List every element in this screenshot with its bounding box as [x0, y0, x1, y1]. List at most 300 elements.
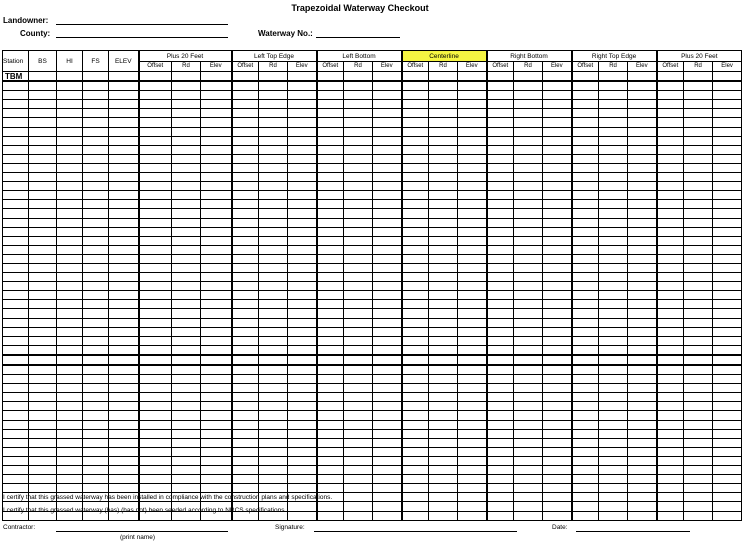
table-cell[interactable] — [139, 273, 172, 282]
table-cell[interactable] — [458, 245, 487, 254]
table-cell[interactable] — [572, 318, 599, 327]
table-cell[interactable] — [543, 118, 572, 127]
table-cell[interactable] — [628, 154, 657, 163]
table-cell[interactable] — [487, 420, 514, 429]
table-cell[interactable] — [684, 466, 713, 475]
table-cell[interactable] — [109, 245, 139, 254]
table-cell[interactable] — [657, 273, 684, 282]
table-cell[interactable] — [344, 91, 373, 100]
table-cell[interactable] — [3, 327, 29, 336]
table-cell[interactable] — [172, 384, 201, 393]
table-cell[interactable] — [599, 282, 628, 291]
table-cell[interactable] — [3, 191, 29, 200]
table-cell[interactable] — [57, 100, 83, 109]
table-cell[interactable] — [514, 254, 543, 263]
table-cell[interactable] — [288, 118, 317, 127]
table-cell[interactable] — [83, 375, 109, 384]
table-cell[interactable] — [599, 136, 628, 145]
table-cell[interactable] — [599, 318, 628, 327]
table-cell[interactable] — [487, 502, 514, 511]
table-cell[interactable] — [172, 273, 201, 282]
table-cell[interactable] — [599, 81, 628, 91]
table-cell[interactable] — [373, 393, 402, 402]
table-cell[interactable] — [657, 173, 684, 182]
table-cell[interactable] — [373, 355, 402, 365]
table-cell[interactable] — [429, 291, 458, 300]
table-cell[interactable] — [487, 345, 514, 355]
table-cell[interactable] — [402, 145, 429, 154]
table-cell[interactable] — [572, 365, 599, 375]
table-cell[interactable] — [29, 163, 57, 172]
table-cell[interactable] — [29, 200, 57, 209]
table-cell[interactable] — [83, 127, 109, 136]
table-cell[interactable] — [458, 127, 487, 136]
table-cell[interactable] — [288, 254, 317, 263]
table-cell[interactable] — [172, 318, 201, 327]
table-cell[interactable] — [3, 466, 29, 475]
table-cell[interactable] — [232, 402, 259, 411]
table-cell[interactable] — [288, 309, 317, 318]
table-cell[interactable] — [543, 227, 572, 236]
table-cell[interactable] — [232, 109, 259, 118]
table-cell[interactable] — [599, 365, 628, 375]
table-cell[interactable] — [201, 411, 232, 420]
table-cell[interactable] — [109, 282, 139, 291]
table-cell[interactable] — [344, 327, 373, 336]
table-cell[interactable] — [57, 127, 83, 136]
table-cell[interactable] — [514, 81, 543, 91]
table-cell[interactable] — [543, 438, 572, 447]
table-cell[interactable] — [514, 109, 543, 118]
table-cell[interactable] — [259, 127, 288, 136]
table-cell[interactable] — [487, 72, 514, 82]
table-cell[interactable] — [139, 136, 172, 145]
table-cell[interactable] — [458, 466, 487, 475]
table-cell[interactable] — [344, 411, 373, 420]
table-cell[interactable] — [628, 291, 657, 300]
table-cell[interactable] — [514, 502, 543, 511]
table-cell[interactable] — [429, 145, 458, 154]
table-cell[interactable] — [344, 136, 373, 145]
table-cell[interactable] — [543, 375, 572, 384]
table-cell[interactable] — [684, 72, 713, 82]
table-cell[interactable] — [288, 318, 317, 327]
table-cell[interactable] — [599, 384, 628, 393]
table-cell[interactable] — [373, 291, 402, 300]
table-cell[interactable] — [83, 218, 109, 227]
table-cell[interactable] — [317, 365, 344, 375]
table-cell[interactable] — [259, 100, 288, 109]
table-cell[interactable] — [172, 200, 201, 209]
table-cell[interactable] — [57, 318, 83, 327]
table-cell[interactable] — [684, 511, 713, 520]
table-cell[interactable] — [514, 191, 543, 200]
table-cell[interactable] — [572, 236, 599, 245]
table-cell[interactable] — [172, 336, 201, 345]
table-cell[interactable] — [487, 109, 514, 118]
table-cell[interactable] — [684, 127, 713, 136]
table-cell[interactable] — [259, 466, 288, 475]
table-cell[interactable] — [599, 191, 628, 200]
table-cell[interactable] — [429, 511, 458, 520]
table-cell[interactable] — [514, 118, 543, 127]
table-cell[interactable] — [713, 236, 742, 245]
table-cell[interactable] — [83, 91, 109, 100]
table-cell[interactable] — [599, 484, 628, 493]
table-cell[interactable] — [458, 209, 487, 218]
table-cell[interactable] — [57, 345, 83, 355]
table-cell[interactable] — [259, 109, 288, 118]
table-cell[interactable] — [259, 393, 288, 402]
table-cell[interactable] — [232, 318, 259, 327]
table-cell[interactable] — [514, 300, 543, 309]
table-cell[interactable] — [514, 402, 543, 411]
table-cell[interactable] — [172, 402, 201, 411]
table-cell[interactable] — [487, 245, 514, 254]
table-cell[interactable] — [402, 291, 429, 300]
table-cell[interactable] — [429, 136, 458, 145]
table-cell[interactable] — [429, 91, 458, 100]
table-cell[interactable] — [3, 273, 29, 282]
table-cell[interactable] — [713, 118, 742, 127]
table-cell[interactable] — [657, 393, 684, 402]
table-cell[interactable] — [109, 291, 139, 300]
table-cell[interactable] — [344, 502, 373, 511]
table-cell[interactable] — [317, 254, 344, 263]
table-cell[interactable] — [713, 300, 742, 309]
table-cell[interactable] — [402, 227, 429, 236]
table-cell[interactable] — [599, 493, 628, 502]
table-cell[interactable] — [713, 100, 742, 109]
table-cell[interactable] — [317, 393, 344, 402]
table-cell[interactable] — [83, 109, 109, 118]
table-cell[interactable] — [201, 118, 232, 127]
table-cell[interactable] — [713, 484, 742, 493]
table-cell[interactable] — [514, 345, 543, 355]
table-cell[interactable] — [713, 145, 742, 154]
table-cell[interactable] — [201, 163, 232, 172]
table-cell[interactable] — [139, 402, 172, 411]
table-cell[interactable] — [373, 200, 402, 209]
table-cell[interactable] — [29, 145, 57, 154]
table-cell[interactable] — [139, 411, 172, 420]
table-cell[interactable] — [684, 254, 713, 263]
table-cell[interactable] — [201, 273, 232, 282]
table-cell[interactable] — [657, 475, 684, 484]
table-cell[interactable] — [373, 384, 402, 393]
table-cell[interactable] — [599, 291, 628, 300]
table-cell[interactable] — [83, 163, 109, 172]
table-cell[interactable] — [232, 365, 259, 375]
table-cell[interactable] — [628, 475, 657, 484]
table-cell[interactable] — [3, 402, 29, 411]
table-cell[interactable] — [232, 484, 259, 493]
table-cell[interactable] — [713, 109, 742, 118]
table-cell[interactable] — [29, 173, 57, 182]
table-cell[interactable] — [429, 173, 458, 182]
table-cell[interactable] — [172, 309, 201, 318]
table-cell[interactable] — [109, 345, 139, 355]
table-cell[interactable] — [628, 402, 657, 411]
table-cell[interactable] — [599, 393, 628, 402]
table-cell[interactable] — [139, 309, 172, 318]
table-cell[interactable] — [713, 475, 742, 484]
table-cell[interactable] — [657, 365, 684, 375]
table-cell[interactable] — [572, 254, 599, 263]
table-cell[interactable] — [29, 291, 57, 300]
table-cell[interactable] — [3, 475, 29, 484]
table-cell[interactable] — [232, 300, 259, 309]
table-cell[interactable] — [83, 466, 109, 475]
table-cell[interactable] — [109, 438, 139, 447]
table-cell[interactable] — [83, 393, 109, 402]
table-cell[interactable] — [373, 127, 402, 136]
table-cell[interactable] — [599, 263, 628, 272]
table-cell[interactable] — [259, 245, 288, 254]
table-cell[interactable] — [317, 300, 344, 309]
table-cell[interactable] — [29, 309, 57, 318]
table-cell[interactable] — [3, 336, 29, 345]
table-cell[interactable] — [259, 300, 288, 309]
table-cell[interactable] — [373, 466, 402, 475]
table-cell[interactable] — [57, 173, 83, 182]
table-cell[interactable] — [402, 191, 429, 200]
table-cell[interactable] — [684, 384, 713, 393]
table-cell[interactable] — [139, 209, 172, 218]
signature-field[interactable] — [314, 531, 517, 532]
table-cell[interactable] — [543, 291, 572, 300]
table-cell[interactable] — [373, 429, 402, 438]
table-cell[interactable] — [684, 502, 713, 511]
table-cell[interactable] — [713, 511, 742, 520]
table-cell[interactable] — [514, 511, 543, 520]
table-cell[interactable] — [713, 72, 742, 82]
table-cell[interactable] — [628, 236, 657, 245]
table-cell[interactable] — [83, 484, 109, 493]
table-cell[interactable] — [429, 273, 458, 282]
table-cell[interactable] — [109, 236, 139, 245]
table-cell[interactable] — [657, 327, 684, 336]
table-cell[interactable] — [628, 393, 657, 402]
table-cell[interactable] — [543, 456, 572, 465]
table-cell[interactable] — [259, 273, 288, 282]
table-cell[interactable] — [599, 300, 628, 309]
table-cell[interactable] — [458, 365, 487, 375]
table-cell[interactable] — [572, 429, 599, 438]
table-cell[interactable] — [172, 72, 201, 82]
table-cell[interactable] — [288, 227, 317, 236]
table-cell[interactable] — [83, 100, 109, 109]
table-cell[interactable] — [713, 291, 742, 300]
table-cell[interactable] — [201, 109, 232, 118]
table-cell[interactable] — [172, 227, 201, 236]
table-cell[interactable] — [373, 484, 402, 493]
table-cell[interactable] — [139, 218, 172, 227]
table-cell[interactable] — [201, 327, 232, 336]
table-cell[interactable] — [514, 182, 543, 191]
table-cell[interactable] — [201, 393, 232, 402]
table-cell[interactable] — [232, 154, 259, 163]
table-cell[interactable] — [201, 318, 232, 327]
table-cell[interactable] — [599, 475, 628, 484]
table-cell[interactable] — [487, 218, 514, 227]
table-cell[interactable] — [684, 336, 713, 345]
table-cell[interactable] — [259, 411, 288, 420]
table-cell[interactable] — [29, 475, 57, 484]
table-cell[interactable] — [172, 291, 201, 300]
table-cell[interactable] — [402, 282, 429, 291]
table-cell[interactable] — [57, 429, 83, 438]
table-cell[interactable] — [458, 511, 487, 520]
table-cell[interactable] — [172, 254, 201, 263]
table-cell[interactable] — [628, 484, 657, 493]
table-cell[interactable] — [3, 245, 29, 254]
table-cell[interactable] — [139, 336, 172, 345]
table-cell[interactable] — [288, 420, 317, 429]
table-cell[interactable] — [599, 227, 628, 236]
table-cell[interactable] — [232, 218, 259, 227]
table-cell[interactable] — [628, 355, 657, 365]
table-cell[interactable] — [29, 245, 57, 254]
table-cell[interactable] — [684, 209, 713, 218]
table-cell[interactable] — [429, 154, 458, 163]
table-cell[interactable] — [628, 282, 657, 291]
table-cell[interactable] — [83, 411, 109, 420]
table-cell[interactable] — [139, 456, 172, 465]
table-cell[interactable] — [684, 245, 713, 254]
table-cell[interactable] — [232, 100, 259, 109]
table-cell[interactable] — [259, 182, 288, 191]
table-cell[interactable] — [628, 327, 657, 336]
table-cell[interactable] — [628, 81, 657, 91]
table-cell[interactable] — [684, 420, 713, 429]
table-cell[interactable] — [543, 402, 572, 411]
table-cell[interactable] — [259, 154, 288, 163]
table-cell[interactable] — [572, 245, 599, 254]
table-cell[interactable] — [487, 375, 514, 384]
table-cell[interactable] — [201, 254, 232, 263]
table-cell[interactable] — [514, 493, 543, 502]
table-cell[interactable] — [458, 384, 487, 393]
table-cell[interactable] — [458, 336, 487, 345]
table-cell[interactable] — [29, 420, 57, 429]
table-cell[interactable] — [317, 91, 344, 100]
table-cell[interactable] — [402, 484, 429, 493]
table-cell[interactable] — [458, 118, 487, 127]
table-cell[interactable] — [628, 118, 657, 127]
table-cell[interactable] — [139, 393, 172, 402]
table-cell[interactable] — [373, 375, 402, 384]
table-cell[interactable] — [487, 384, 514, 393]
table-cell[interactable] — [373, 91, 402, 100]
table-cell[interactable] — [317, 136, 344, 145]
table-cell[interactable] — [657, 209, 684, 218]
table-cell[interactable] — [657, 466, 684, 475]
table-cell[interactable] — [373, 218, 402, 227]
table-cell[interactable] — [201, 456, 232, 465]
table-cell[interactable] — [232, 91, 259, 100]
table-cell[interactable] — [657, 456, 684, 465]
table-cell[interactable] — [57, 475, 83, 484]
table-cell[interactable] — [684, 173, 713, 182]
table-cell[interactable] — [543, 136, 572, 145]
table-cell[interactable] — [543, 154, 572, 163]
table-cell[interactable] — [344, 245, 373, 254]
table-cell[interactable] — [572, 466, 599, 475]
table-cell[interactable] — [599, 429, 628, 438]
table-cell[interactable] — [109, 393, 139, 402]
table-cell[interactable] — [572, 438, 599, 447]
table-cell[interactable] — [201, 375, 232, 384]
table-cell[interactable] — [317, 355, 344, 365]
table-cell[interactable] — [29, 109, 57, 118]
table-cell[interactable] — [344, 300, 373, 309]
table-cell[interactable] — [83, 273, 109, 282]
table-cell[interactable] — [259, 263, 288, 272]
table-cell[interactable] — [684, 438, 713, 447]
table-cell[interactable] — [201, 336, 232, 345]
table-cell[interactable] — [344, 118, 373, 127]
table-cell[interactable] — [402, 466, 429, 475]
table-cell[interactable] — [83, 254, 109, 263]
table-cell[interactable] — [232, 163, 259, 172]
table-cell[interactable] — [402, 327, 429, 336]
table-cell[interactable] — [657, 493, 684, 502]
table-cell[interactable] — [29, 254, 57, 263]
table-cell[interactable] — [139, 254, 172, 263]
table-cell[interactable] — [317, 145, 344, 154]
table-cell[interactable] — [514, 154, 543, 163]
table-cell[interactable] — [657, 118, 684, 127]
table-cell[interactable] — [713, 173, 742, 182]
table-cell[interactable] — [29, 402, 57, 411]
table-cell[interactable] — [458, 309, 487, 318]
table-cell[interactable] — [628, 136, 657, 145]
table-cell[interactable] — [344, 318, 373, 327]
table-cell[interactable] — [458, 218, 487, 227]
table-cell[interactable] — [344, 236, 373, 245]
table-cell[interactable] — [684, 109, 713, 118]
table-cell[interactable] — [402, 254, 429, 263]
table-cell[interactable] — [57, 91, 83, 100]
table-cell[interactable] — [429, 502, 458, 511]
table-cell[interactable] — [83, 182, 109, 191]
table-cell[interactable] — [259, 375, 288, 384]
table-cell[interactable] — [201, 136, 232, 145]
table-cell[interactable] — [3, 345, 29, 355]
table-cell[interactable] — [572, 447, 599, 456]
table-cell[interactable] — [429, 300, 458, 309]
table-cell[interactable] — [628, 447, 657, 456]
table-cell[interactable] — [543, 411, 572, 420]
table-cell[interactable] — [373, 365, 402, 375]
table-cell[interactable] — [317, 511, 344, 520]
table-cell[interactable] — [373, 173, 402, 182]
table-cell[interactable] — [402, 118, 429, 127]
table-cell[interactable] — [139, 300, 172, 309]
table-cell[interactable] — [83, 227, 109, 236]
table-cell[interactable] — [402, 411, 429, 420]
table-cell[interactable] — [429, 263, 458, 272]
table-cell[interactable] — [57, 466, 83, 475]
table-cell[interactable] — [109, 411, 139, 420]
table-cell[interactable] — [139, 81, 172, 91]
table-cell[interactable] — [57, 447, 83, 456]
table-cell[interactable] — [628, 345, 657, 355]
table-cell[interactable] — [458, 420, 487, 429]
table-cell[interactable] — [684, 218, 713, 227]
table-cell[interactable] — [628, 456, 657, 465]
